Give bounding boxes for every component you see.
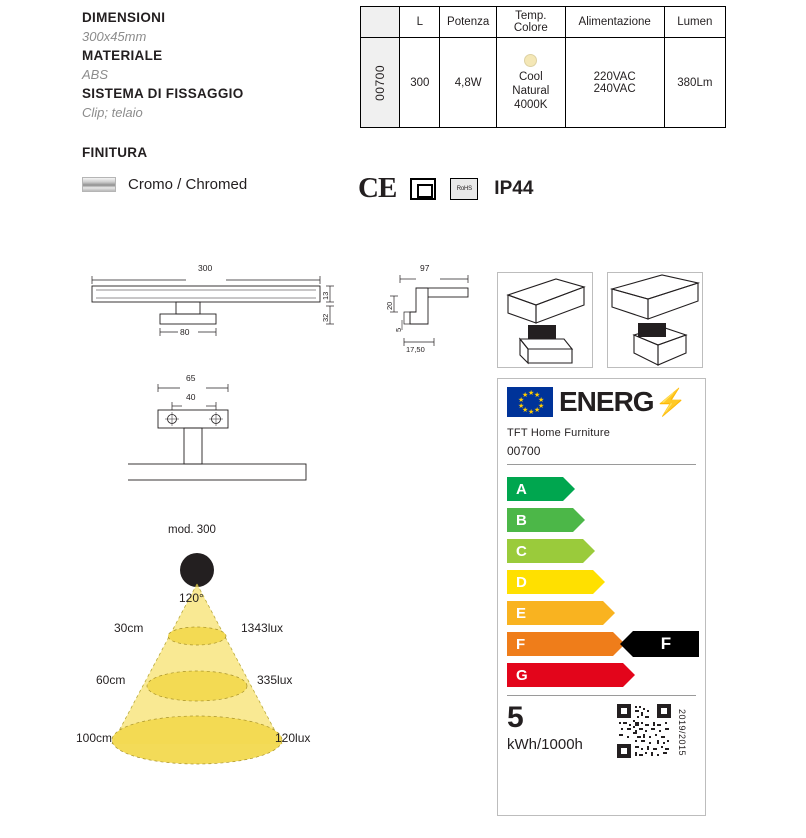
- beam-distance-3: 100cm: [76, 731, 113, 745]
- grade-arrow-e: [507, 601, 603, 625]
- energy-scale: [507, 475, 696, 689]
- selected-grade-badge: F: [633, 631, 699, 657]
- spec-table: [360, 6, 726, 128]
- dim-front-width: 300: [198, 263, 213, 273]
- table-header-potenza: Potenza: [440, 7, 497, 38]
- table-cell-temp-colore: [497, 38, 566, 128]
- grade-arrow-g: [507, 663, 623, 687]
- spec-value-materiale: ABS: [82, 67, 109, 82]
- ce-mark-icon: CE: [358, 172, 397, 204]
- table-header-lumen: Lumen: [664, 7, 725, 38]
- dim-total-height: 32: [321, 313, 330, 322]
- beam-angle-label: 120°: [179, 591, 204, 605]
- voltage-line-1: 220VAC: [593, 70, 636, 83]
- cct-line-2: Natural: [512, 84, 550, 97]
- table-header-alimentazione: Alimentazione: [565, 7, 664, 38]
- dim-side-depth: 97: [420, 263, 430, 273]
- grade-letter-f: F: [516, 635, 526, 653]
- product-code: 00700: [373, 64, 388, 101]
- finish-label: Cromo / Chromed: [128, 176, 248, 193]
- grade-row-f: [507, 630, 696, 658]
- beam-lux-2: 335lux: [257, 673, 293, 687]
- energy-brand: TFT Home Furniture: [507, 427, 611, 439]
- drawing-side-view: [376, 262, 486, 362]
- rohs-icon: RoHS: [450, 178, 478, 200]
- table-header-row: [361, 7, 726, 38]
- grade-row-e: [507, 599, 696, 627]
- regulation-reference: 2019/2015: [676, 708, 687, 756]
- dim-front-height: 13: [321, 291, 330, 300]
- divider-top: [507, 464, 696, 465]
- consumption-unit: kWh/1000h: [507, 736, 583, 753]
- table-cell-lumen: 380Lm: [664, 38, 725, 128]
- mounting-icon-box-2: [607, 272, 703, 368]
- grade-row-d: [507, 568, 696, 596]
- grade-arrow-d: [507, 570, 593, 594]
- cct-line-1: Cool: [518, 70, 543, 83]
- spec-value-fissaggio: Clip; telaio: [82, 105, 143, 120]
- finish-row: [82, 176, 247, 193]
- table-cell-l: 300: [400, 38, 440, 128]
- grade-row-a: [507, 475, 696, 503]
- energy-word: ENERG: [559, 386, 654, 417]
- grade-arrow-a: [507, 477, 563, 501]
- drawing-top-view: [128, 372, 318, 482]
- energy-footer: [507, 695, 696, 758]
- dim-top-inner: 40: [186, 392, 196, 402]
- lightning-bolt-icon: ⚡: [654, 386, 687, 417]
- spec-table-wrapper: [360, 6, 726, 128]
- grade-arrow-b: [507, 508, 573, 532]
- cct-line-3: 4000K: [514, 98, 548, 111]
- grade-arrow-c: [507, 539, 583, 563]
- energy-label: [497, 378, 706, 816]
- ip-rating-label: IP44: [494, 177, 534, 199]
- dim-side-small: 5: [394, 327, 403, 332]
- spec-label-dimensioni: DIMENSIONI: [82, 10, 166, 25]
- grade-arrow-f: [507, 632, 613, 656]
- grade-row-g: [507, 661, 696, 689]
- certification-row: [358, 172, 533, 205]
- spec-label-fissaggio: SISTEMA DI FISSAGGIO: [82, 86, 244, 101]
- grade-row-c: [507, 537, 696, 565]
- grade-letter-e: E: [516, 604, 527, 622]
- table-header-temp-colore: Temp. Colore: [497, 7, 566, 38]
- table-cell-alimentazione: [565, 38, 664, 128]
- table-row: [361, 38, 726, 128]
- consumption-value: 5: [507, 701, 524, 734]
- light-source-icon: [180, 553, 214, 587]
- dim-side-base: 17,50: [406, 345, 425, 354]
- dim-base-width: 80: [180, 327, 190, 337]
- grade-letter-d: D: [516, 573, 527, 591]
- specifications-block: [82, 8, 342, 122]
- chrome-swatch-icon: [82, 177, 116, 192]
- beam-distance-1: 30cm: [114, 621, 144, 635]
- dim-top-outer: 65: [186, 373, 196, 383]
- finish-block: [82, 145, 247, 193]
- voltage-line-2: 240VAC: [593, 82, 636, 95]
- finish-title: FINITURA: [82, 145, 148, 160]
- beam-lux-3: 120lux: [275, 731, 311, 745]
- energy-label-header: [507, 387, 696, 417]
- table-header-l: L: [400, 7, 440, 38]
- wall-mount-diagram-icon: [498, 273, 592, 367]
- consumption-block: [507, 701, 583, 758]
- table-cell-potenza: 4,8W: [440, 38, 497, 128]
- spec-value-dimensioni: 300x45mm: [82, 29, 147, 44]
- mirror-mount-diagram-icon: [608, 273, 702, 367]
- beam-diagram: [60, 540, 380, 770]
- mounting-icon-box-1: [497, 272, 593, 368]
- spec-label-materiale: MATERIALE: [82, 48, 163, 63]
- beam-model-caption: mod. 300: [168, 524, 216, 536]
- grade-letter-c: C: [516, 542, 527, 560]
- grade-letter-a: A: [516, 480, 527, 498]
- drawing-front-view: [74, 262, 344, 362]
- eu-flag-icon: ★ ★ ★ ★ ★ ★ ★ ★ ★ ★: [507, 387, 553, 417]
- table-header-code: [361, 7, 400, 38]
- qr-code-icon: [617, 704, 671, 758]
- beam-lux-1: 1343lux: [241, 621, 284, 635]
- color-temperature-dot-icon: [524, 54, 537, 67]
- grade-row-b: [507, 506, 696, 534]
- class-2-insulation-icon: [410, 178, 436, 200]
- energy-model: 00700: [507, 444, 541, 458]
- grade-letter-g: G: [516, 666, 528, 684]
- grade-letter-b: B: [516, 511, 527, 529]
- dim-side-offset: 20: [385, 301, 394, 310]
- beam-distance-2: 60cm: [96, 673, 126, 687]
- table-cell-code: [361, 38, 400, 128]
